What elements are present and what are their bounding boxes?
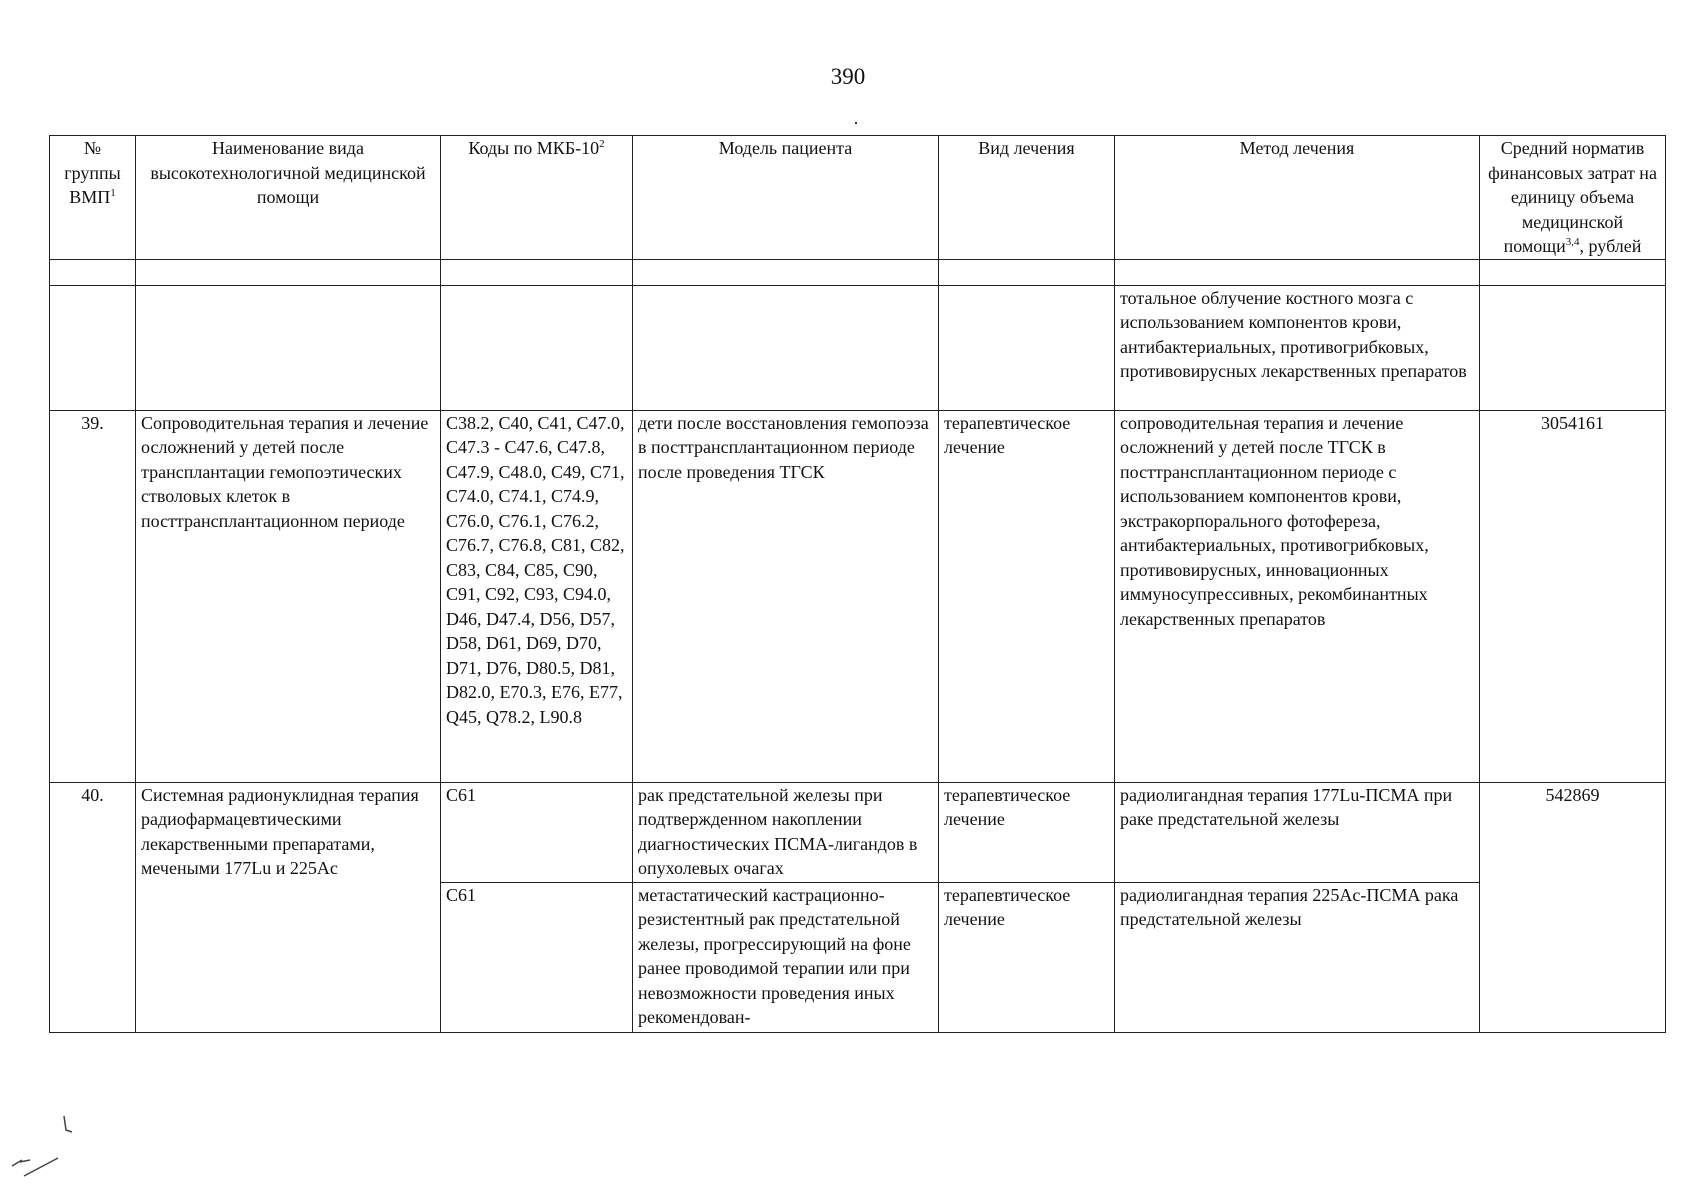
row39-name: Сопроводительная терапия и лечение осложнений у детей после трансплантации гемопоэтических стволовых клеток в посттрансплантационном периоде xyxy=(136,410,441,782)
header-row xyxy=(50,136,1666,260)
row40-sub2-method: радиолигандная терапия 225Ac-ПСМА рака предстательной железы xyxy=(1115,882,1480,1032)
table-row-39 xyxy=(50,410,1666,782)
row39-type: терапевтическое лечение xyxy=(939,410,1115,782)
row39-model: дети после восстановления гемопоэза в посттрансплантационном периоде после проведения ТГСК xyxy=(633,410,939,782)
header-treatment-method: Метод лечения xyxy=(1115,136,1480,260)
row40-sub1-type: терапевтическое лечение xyxy=(939,782,1115,882)
header-care-type-name: Наименование вида высокотехнологичной медицинской помощи xyxy=(136,136,441,260)
row40-sub1-model: рак предстательной железы при подтвержденном накоплении диагностических ПСМА-лигандов в опухолевых очагах xyxy=(633,782,939,882)
row39-method: сопроводительная терапия и лечение осложнений у детей после ТГСК в посттрансплантационном периоде с использованием компонентов крови, экстракорпорального фотофереза, антибактериальных, противогрибковых, противовирусных, инновационных иммуносупрессивных, рекомбинантных лекарственных препаратов xyxy=(1115,410,1480,782)
row40-sub1-codes: С61 xyxy=(441,782,633,882)
row40-sub2-model: метастатический кастрационно-резистентный рак предстательной железы, прогрессирующий на фоне ранее проводимой терапии или при невозможности проведения иных рекомендован- xyxy=(633,882,939,1032)
row40-sub1-method: радиолигандная терапия 177Lu-ПСМА при раке предстательной железы xyxy=(1115,782,1480,882)
continuation-method: тотальное облучение костного мозга с использованием компонентов крови, антибактериальных, противогрибковых, противовирусных лекарственных препаратов xyxy=(1115,285,1480,410)
row40-sub2-codes: С61 xyxy=(441,882,633,1032)
spacer-row xyxy=(50,259,1666,285)
row40-name: Системная радионуклидная терапия радиофармацевтическими лекарственными препаратами, мечеными 177Lu и 225Ac xyxy=(136,782,441,1032)
vmp-table xyxy=(49,135,1666,1033)
header-patient-model: Модель пациента xyxy=(633,136,939,260)
header-icd-codes: Коды по МКБ-$10^2$ xyxy=(441,136,633,260)
continuation-row xyxy=(50,285,1666,410)
row39-number: 39. xyxy=(50,410,136,782)
table-row-40 xyxy=(50,782,1666,882)
row40-cost: 542869 xyxy=(1480,782,1666,1032)
row40-sub2-type: терапевтическое лечение xyxy=(939,882,1115,1032)
margin-scribble xyxy=(0,1110,90,1180)
header-treatment-type: Вид лечения xyxy=(939,136,1115,260)
row39-cost: 3054161 xyxy=(1480,410,1666,782)
scan-dot xyxy=(855,122,857,124)
header-group-number: № группы ВМП$^1$ xyxy=(50,136,136,260)
row39-codes: С38.2, С40, С41, С47.0, С47.3 - С47.6, С47.8, С47.9, С48.0, С49, С71, С74.0, С74.1, С74.9, С76.0, С76.1, С76.2, С76.7, С76.8, С81, С82, С83, С84, С85, С90, С91, С92, С93, С94.0, D46, D47.4, D56, D57, D58, D61, D69, D70, D71, D76, D80.5, D81, D82.0, Е70.3, Е76, Е77, Q45, Q78.2, L90.8 xyxy=(441,410,633,782)
row40-number: 40. xyxy=(50,782,136,1032)
header-cost-standard: Средний норматив финансовых затрат на единицу объема медицинской помощи$^{3,4}$, рублей xyxy=(1480,136,1666,260)
page-number: 390 xyxy=(830,64,866,89)
